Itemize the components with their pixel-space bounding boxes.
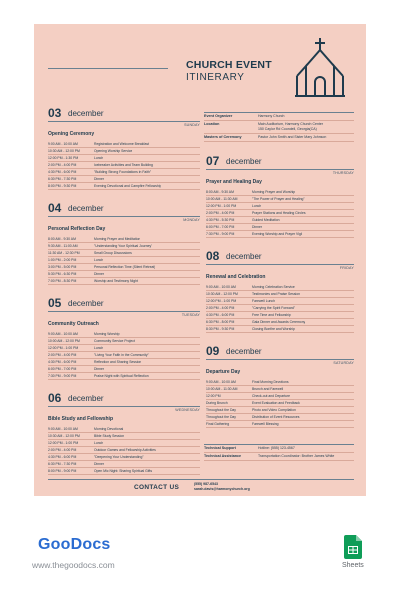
schedule-time: 9:30 AM - 11:00 AM (48, 244, 78, 248)
schedule-activity: Icebreaker Activities and Team Building (94, 163, 153, 167)
title-line-2: ITINERARY (186, 72, 245, 83)
schedule-time: 12:00 PM - 1:30 PM (48, 156, 79, 160)
schedule-time: 4:30 PM - 6:00 PM (48, 455, 77, 459)
schedule-time: 2:00 PM - 4:00 PM (206, 211, 235, 215)
day-month: december (68, 394, 104, 403)
schedule-time: 4:30 PM - 5:30 PM (206, 218, 235, 222)
page-title (186, 60, 286, 85)
schedule-activity: Open Mic Night: Sharing Spiritual Gifts (94, 469, 153, 473)
schedule-row (206, 393, 354, 400)
schedule-activity: Prayer Stations and Healing Circles (252, 211, 306, 215)
schedule-activity: "Understanding Your Spiritual Journey" (94, 244, 153, 248)
schedule-time: 4:30 PM - 6:00 PM (48, 360, 77, 364)
schedule-time: 6:00 PM - 7:00 PM (48, 367, 77, 371)
schedule-activity: Dinner (94, 272, 104, 276)
schedule-time: 9:00 AM - 10:00 AM (48, 427, 78, 431)
day-number: 06 (48, 391, 62, 405)
schedule-time: 2:00 PM - 4:00 PM (48, 353, 77, 357)
schedule-time: 7:30 PM - 9:00 PM (48, 374, 77, 378)
header-rule (48, 68, 168, 69)
day-weekday: WEDNESDAY (175, 408, 200, 412)
schedule-time: 5:30 PM - 6:30 PM (48, 272, 77, 276)
schedule-row (206, 231, 354, 238)
schedule-row (48, 162, 200, 169)
schedule-time: 4:30 PM - 6:00 PM (48, 170, 77, 174)
schedule-activity: Morning Prayer and Meditation (94, 237, 141, 241)
schedule-table (48, 141, 200, 190)
day-title: Departure Day (206, 369, 241, 375)
day-rule (48, 216, 200, 217)
schedule-row (48, 169, 200, 176)
contact-bar (48, 479, 354, 493)
schedule-activity: Lunch (94, 346, 104, 350)
contact-label: CONTACT US (134, 484, 180, 491)
contact-phone: (555) 987-6543 (194, 482, 218, 486)
schedule-time: 12:00 PM - 1:00 PM (48, 346, 79, 350)
schedule-time: During Brunch (206, 401, 228, 405)
schedule-time: 10:00 AM - 11:30 AM (206, 387, 238, 391)
schedule-activity: Praise Night with Spiritual Reflection (94, 374, 149, 378)
schedule-activity: Dinner (94, 177, 104, 181)
day-title: Community Outreach (48, 321, 99, 327)
day-rule (206, 359, 354, 360)
schedule-row (48, 148, 200, 155)
day-title: Opening Ceremony (48, 131, 95, 137)
schedule-activity: Final Morning Devotions (252, 380, 289, 384)
schedule-time: 7:00 PM - 8:30 PM (48, 279, 77, 283)
schedule-row (206, 414, 354, 421)
schedule-row (48, 426, 200, 433)
schedule-activity: Brunch and Farewell (252, 387, 284, 391)
day-month: december (68, 109, 104, 118)
title-line-1: CHURCH EVENT (186, 59, 272, 71)
schedule-row (48, 366, 200, 373)
schedule-activity: Opening Worship Service (94, 149, 133, 153)
schedule-activity: Farewell Blessing (252, 422, 279, 426)
schedule-time: 10:30 AM - 12:00 PM (206, 292, 238, 296)
schedule-time: 4:30 PM - 6:00 PM (206, 313, 235, 317)
schedule-row (206, 298, 354, 305)
schedule-row (48, 236, 200, 243)
day-number: 09 (206, 344, 220, 358)
schedule-activity: "Living Your Faith in the Community" (94, 353, 149, 357)
itinerary-page (34, 24, 366, 496)
schedule-activity: Dinner (94, 367, 104, 371)
right-column (206, 154, 354, 439)
schedule-activity: Photo and Video Compilation (252, 408, 296, 412)
schedule-table (206, 189, 354, 238)
schedule-row (206, 319, 354, 326)
schedule-time: 6:30 PM - 7:30 PM (48, 462, 77, 466)
day-weekday: MONDAY (183, 218, 200, 222)
schedule-row (48, 359, 200, 366)
schedule-row (48, 433, 200, 440)
support-value: Hotline: (555) 123-4567 (258, 446, 295, 450)
schedule-row (48, 454, 200, 461)
day-number: 03 (48, 106, 62, 120)
schedule-row (206, 196, 354, 203)
day-title: Prayer and Healing Day (206, 179, 262, 185)
schedule-time: 2:00 PM - 4:00 PM (48, 163, 77, 167)
schedule-table (48, 236, 200, 285)
day-section (206, 344, 354, 428)
schedule-time: Final Gathering (206, 422, 230, 426)
info-value: Main Auditorium, Harmony Church Center 150 Caylor Rd Coondell, Georgia(CA) (258, 122, 323, 131)
schedule-row (206, 326, 354, 333)
day-month: december (68, 204, 104, 213)
schedule-row (206, 305, 354, 312)
support-label: Technical Support (204, 446, 236, 450)
support-row (204, 453, 354, 461)
schedule-row (48, 461, 200, 468)
schedule-activity: Worship and Testimony Night (94, 279, 138, 283)
day-section (206, 249, 354, 333)
schedule-row (48, 183, 200, 190)
schedule-time: 11:30 AM - 12:30 PM (48, 251, 80, 255)
schedule-time: 7:30 PM - 9:00 PM (206, 232, 235, 236)
schedule-time: 2:00 PM - 4:00 PM (206, 306, 235, 310)
day-number: 04 (48, 201, 62, 215)
support-value: Transportation Coordinator: Brother James White (258, 454, 335, 458)
info-row (204, 121, 354, 134)
schedule-time: 12:00 PM - 1:00 PM (206, 299, 237, 303)
goodocs-logo[interactable]: GooDocs (38, 536, 111, 553)
schedule-time: 12:00 PM - 1:00 PM (206, 204, 237, 208)
schedule-row (48, 338, 200, 345)
day-weekday: THURSDAY (332, 171, 354, 175)
info-label: Event Organizer (204, 114, 233, 118)
schedule-activity: Evening Devotional and Campfire Fellowship (94, 184, 162, 188)
schedule-time: 8:00 AM - 9:30 AM (206, 190, 234, 194)
day-rule (48, 311, 200, 312)
schedule-activity: Registration and Welcome Breakfast (94, 142, 149, 146)
info-label: Masters of Ceremony (204, 135, 242, 139)
schedule-row (48, 468, 200, 475)
schedule-time: 9:00 AM - 10:00 AM (206, 380, 236, 384)
schedule-row (48, 352, 200, 359)
schedule-activity: Event Evaluation and Feedback (252, 401, 300, 405)
day-title: Bible Study and Fellowship (48, 416, 114, 422)
schedule-activity: Lunch (94, 441, 104, 445)
schedule-activity: Morning Prayer and Worship (252, 190, 296, 194)
schedule-time: Throughout the Day (206, 408, 236, 412)
schedule-time: 8:00 AM - 9:30 AM (48, 237, 76, 241)
schedule-activity: Outdoor Games and Fellowship Activities (94, 448, 156, 452)
schedule-time: 2:00 PM - 4:00 PM (48, 448, 77, 452)
day-number: 08 (206, 249, 220, 263)
schedule-time: 6:30 PM - 7:30 PM (48, 177, 77, 181)
sheets-label: Sheets (342, 562, 364, 569)
day-weekday: SUNDAY (184, 123, 200, 127)
schedule-time: 12:00 PM (206, 394, 221, 398)
day-header (206, 249, 354, 270)
schedule-row (48, 373, 200, 380)
day-weekday: SATURDAY (333, 361, 354, 365)
schedule-row (48, 141, 200, 148)
schedule-activity: Lunch (94, 258, 104, 262)
schedule-row (206, 189, 354, 196)
schedule-row (48, 447, 200, 454)
schedule-activity: Morning Devotional (94, 427, 124, 431)
day-section (48, 106, 200, 190)
schedule-row (206, 284, 354, 291)
schedule-activity: Lunch (252, 204, 262, 208)
schedule-activity: Dinner (252, 225, 262, 229)
schedule-time: Throughout the Day (206, 415, 236, 419)
day-month: december (226, 252, 262, 261)
schedule-row (48, 257, 200, 264)
info-value: Pastor John Smith and Sister Mary Johnson (258, 135, 327, 139)
day-number: 05 (48, 296, 62, 310)
schedule-time: 10:30 AM - 12:00 PM (48, 434, 80, 438)
schedule-row (48, 440, 200, 447)
day-month: december (68, 299, 104, 308)
day-month: december (226, 157, 262, 166)
schedule-row (48, 176, 200, 183)
schedule-time: 9:00 AM - 10:00 AM (48, 332, 78, 336)
schedule-activity: Closing Bonfire and Worship (252, 327, 295, 331)
day-weekday: FRIDAY (339, 266, 354, 270)
day-rule (206, 264, 354, 265)
day-section (206, 154, 354, 238)
day-rule (48, 121, 200, 122)
schedule-time: 10:00 AM - 12:00 PM (48, 339, 80, 343)
schedule-row (206, 217, 354, 224)
schedule-activity: Free Time and Fellowship (252, 313, 291, 317)
schedule-row (48, 278, 200, 285)
schedule-activity: Check-out and Departure (252, 394, 291, 398)
sheets-icon[interactable] (344, 535, 362, 559)
day-section (48, 391, 200, 475)
day-header (48, 391, 200, 412)
schedule-row (206, 291, 354, 298)
schedule-time: 6:30 PM - 8:00 PM (206, 320, 235, 324)
info-row (204, 134, 354, 142)
schedule-activity: Morning Celebration Service (252, 285, 295, 289)
schedule-time: 3:00 PM - 5:00 PM (48, 265, 77, 269)
schedule-row (206, 312, 354, 319)
contact-email: sarah.davis@harmonychurch.org (194, 487, 250, 491)
schedule-row (206, 407, 354, 414)
schedule-row (48, 345, 200, 352)
info-label: Location (204, 122, 220, 126)
schedule-activity: Gala Dinner and Awards Ceremony (252, 320, 306, 324)
schedule-activity: Reflection and Sharing Session (94, 360, 142, 364)
schedule-table (206, 284, 354, 333)
schedule-activity: Lunch (94, 156, 104, 160)
schedule-time: 10:30 AM - 12:00 PM (48, 149, 80, 153)
schedule-time: 1:00 PM - 2:00 PM (48, 258, 77, 262)
schedule-activity: Farewell Lunch (252, 299, 275, 303)
support-label: Technical Assistance (204, 454, 242, 458)
schedule-row (48, 243, 200, 250)
day-header (48, 296, 200, 317)
day-month: december (226, 347, 262, 356)
schedule-activity: Morning Worship (94, 332, 120, 336)
schedule-activity: Small Group Discussions (94, 251, 132, 255)
schedule-activity: Guided Meditation (252, 218, 280, 222)
support-table (204, 444, 354, 461)
day-header (48, 201, 200, 222)
day-header (206, 154, 354, 175)
schedule-row (48, 271, 200, 278)
schedule-time: 8:00 PM - 9:00 PM (48, 469, 77, 473)
contact-details (194, 482, 250, 492)
support-row (204, 445, 354, 453)
left-column (48, 106, 200, 486)
schedule-activity: Bible Study Session (94, 434, 125, 438)
schedule-row (206, 400, 354, 407)
schedule-activity: "Carrying the Spirit Forward" (252, 306, 295, 310)
schedule-row (206, 203, 354, 210)
schedule-row (206, 224, 354, 231)
schedule-activity: "The Power of Prayer and Healing" (252, 197, 305, 201)
schedule-row (206, 379, 354, 386)
schedule-row (206, 386, 354, 393)
schedule-row (206, 210, 354, 217)
schedule-row (48, 250, 200, 257)
day-header (206, 344, 354, 365)
schedule-table (48, 331, 200, 380)
schedule-row (48, 264, 200, 271)
schedule-time: 8:30 PM - 9:30 PM (206, 327, 235, 331)
site-link[interactable]: www.thegoodocs.com (32, 560, 115, 570)
day-weekday: TUESDAY (181, 313, 200, 317)
schedule-row (48, 155, 200, 162)
schedule-activity: Personal Reflection Time (Silent Retreat) (94, 265, 156, 269)
schedule-table (206, 379, 354, 428)
day-number: 07 (206, 154, 220, 168)
schedule-time: 10:00 AM - 11:30 AM (206, 197, 238, 201)
day-title: Personal Reflection Day (48, 226, 106, 232)
schedule-activity: Distribution of Event Resources (252, 415, 300, 419)
schedule-table (48, 426, 200, 475)
info-value: Harmony Church (258, 114, 285, 118)
schedule-time: 12:00 PM - 1:00 PM (48, 441, 79, 445)
schedule-activity: "Building Strong Foundations in Faith" (94, 170, 152, 174)
schedule-activity: Testimonies and Praise Session (252, 292, 301, 296)
day-rule (48, 406, 200, 407)
schedule-row (206, 421, 354, 428)
schedule-time: 9:00 AM - 10:00 AM (206, 285, 236, 289)
schedule-activity: "Deepening Your Understanding" (94, 455, 144, 459)
schedule-activity: Evening Worship and Prayer Vigil (252, 232, 303, 236)
day-rule (206, 169, 354, 170)
info-row (204, 113, 354, 121)
day-section (48, 296, 200, 380)
schedule-time: 8:00 PM - 9:30 PM (48, 184, 77, 188)
day-title: Renewal and Celebration (206, 274, 266, 280)
schedule-time: 9:00 AM - 10:00 AM (48, 142, 78, 146)
event-info-table (204, 112, 354, 142)
schedule-activity: Dinner (94, 462, 104, 466)
schedule-activity: Community Service Project (94, 339, 135, 343)
church-icon (294, 36, 346, 98)
schedule-time: 6:00 PM - 7:00 PM (206, 225, 235, 229)
schedule-row (48, 331, 200, 338)
day-section (48, 201, 200, 285)
day-header (48, 106, 200, 127)
